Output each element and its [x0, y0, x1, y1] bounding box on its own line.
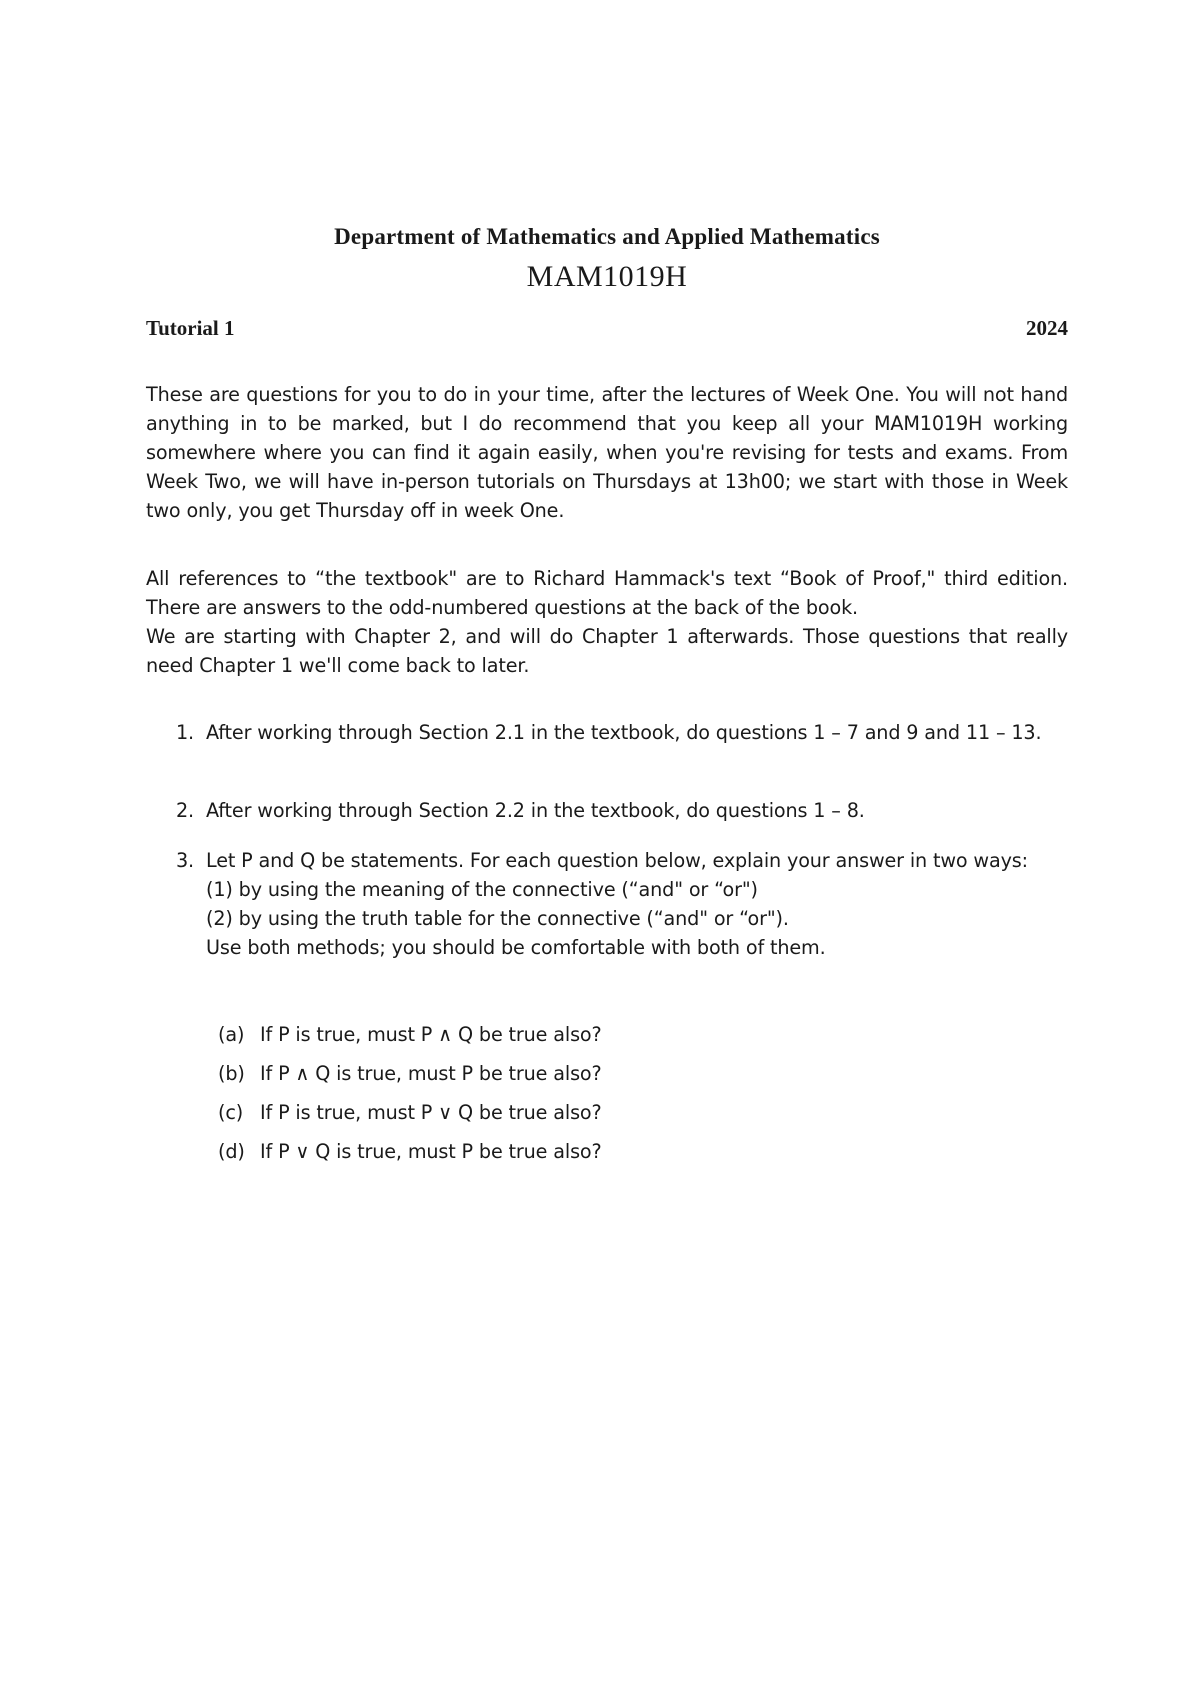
question-text: [206, 846, 1068, 962]
intro-paragraph-2: All references to “the textbook" are to Richard Hammack's text “Book of Proof," third edition. There are answers to the odd-numbered questions at the back of the book.: [146, 567, 1068, 619]
subquestion-label: (a): [218, 1023, 245, 1046]
subquestion-label: (c): [218, 1101, 244, 1124]
question-line: Let P and Q be statements. For each question below, explain your answer in two ways:: [206, 849, 1028, 872]
subquestion-text: If P ∧ Q is true, must P be true also?: [260, 1062, 602, 1085]
question-text: After working through Section 2.2 in the textbook, do questions 1 – 8.: [206, 799, 865, 822]
course-code-title: MAM1019H: [526, 260, 688, 293]
subquestion-text: If P is true, must P ∧ Q be true also?: [260, 1023, 602, 1046]
tutorial-meta-row: [146, 316, 1068, 341]
subquestion-text: If P ∨ Q is true, must P be true also?: [260, 1140, 602, 1163]
tutorial-label: Tutorial 1: [146, 316, 235, 340]
question-text: After working through Section 2.1 in the textbook, do questions 1 – 7 and 9 and 11 – 13.: [206, 721, 1042, 744]
question-number: 1.: [176, 721, 195, 744]
question-line: (1) by using the meaning of the connective (“and" or “or"): [206, 878, 758, 901]
question-line: Use both methods; you should be comfortable with both of them.: [206, 936, 826, 959]
question-number: 3.: [176, 849, 195, 872]
year-label: 2024: [1026, 316, 1068, 340]
subquestion-text: If P is true, must P ∨ Q be true also?: [260, 1101, 602, 1124]
subquestion-label: (d): [218, 1140, 245, 1163]
intro-paragraph-3: We are starting with Chapter 2, and will do Chapter 1 afterwards. Those questions that really need Chapter 1 we'll come back to later.: [146, 625, 1068, 677]
intro-paragraph-1: These are questions for you to do in your time, after the lectures of Week One. You will not hand anything in to be marked, but I do recommend that you keep all your MAM1019H working somewhere where you can find it again easily, when you're revising for tests and exams. From Week Two, we will have in-person tutorials on Thursdays at 13h00; we start with those in Week two only, you get Thursday off in week One.: [146, 383, 1068, 522]
question-line: (2) by using the truth table for the connective (“and" or “or").: [206, 907, 789, 930]
subquestion-label: (b): [218, 1062, 245, 1085]
department-heading: Department of Mathematics and Applied Mathematics: [334, 224, 880, 249]
question-number: 2.: [176, 799, 195, 822]
